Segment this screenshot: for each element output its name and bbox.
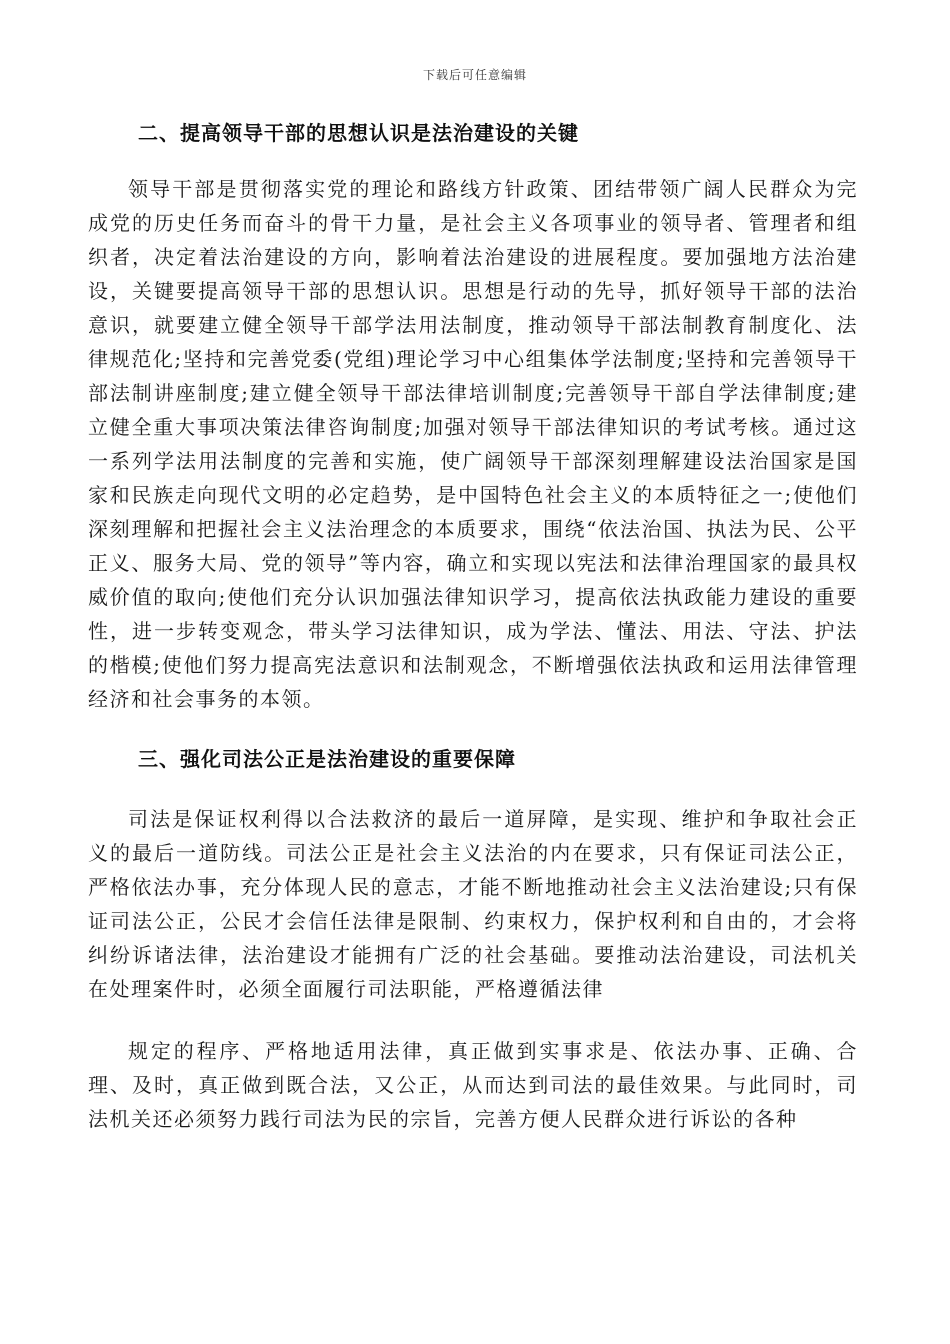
section-2-paragraph: 领导干部是贯彻落实党的理论和路线方针政策、团结带领广阔人民群众为完成党的历史任务而奋斗的骨干力量，是社会主义各项事业的领导者、管理者和组织者，决定着法治建设的方向，影响着法治建设的进展程度。要加强地方法治建设，关键要提高领导干部的思想认识。思想是行动的先导，抓好领导干部的法治意识，就要建立健全领导干部学法用法制度，推动领导干部法制教育制度化、法律规范化;坚持和完善党委(党组)理论学习中心组集体学法制度;坚持和完善领导干部法制讲座制度;建立健全领导干部法律培训制度;完善领导干部自学法律制度;建立健全重大事项决策法律咨询制度;加强对领导干部法律知识的考试考核。通过这一系列学法用法制度的完善和实施，使广阔领导干部深刻理解建设法治国家是国家和民族走向现代文明的必定趋势，是中国特色社会主义的本质特征之一;使他们深刻理解和把握社会主义法治理念的本质要求，围绕“依法治国、执法为民、公平正义、服务大局、党的领导”等内容，确立和实现以宪法和法律治理国家的最具权威价值的取向;使他们充分认识加强法律知识学习，提高依法执政能力建设的重要性，进一步转变观念，带头学习法律知识，成为学法、懂法、用法、守法、护法的楷模;使他们努力提高宪法意识和法制观念，不断增强依法执政和运用法律管理经济和社会事务的本领。 [88, 177, 858, 711]
section-heading-3: 三、强化司法公正是法治建设的重要保障 [138, 747, 516, 771]
section-3-paragraph-1: 司法是保证权利得以合法救济的最后一道屏障，是实现、维护和争取社会正义的最后一道防线。司法公正是社会主义法治的内在要求，只有保证司法公正，严格依法办事，充分体现人民的意志，才能不断地推动社会主义法治建设;只有保证司法公正，公民才会信任法律是限制、约束权力，保护权利和自由的，才会将纠纷诉诸法律，法治建设才能拥有广泛的社会基础。要推动法治建设，司法机关在处理案件时，必须全面履行司法职能，严格遵循法律 [88, 807, 858, 1001]
section-heading-2: 二、提高领导干部的思想认识是法治建设的关键 [138, 121, 579, 145]
document-body [88, 118, 858, 1136]
section-3-paragraph-2: 规定的程序、严格地适用法律，真正做到实事求是、依法办事、正确、合理、及时，真正做到既合法，又公正，从而达到司法的最佳效果。与此同时，司法机关还必须努力践行司法为民的宗旨，完善方便人民群众进行诉讼的各种 [88, 1039, 858, 1131]
header-note: 下载后可任意编辑 [422, 68, 527, 82]
